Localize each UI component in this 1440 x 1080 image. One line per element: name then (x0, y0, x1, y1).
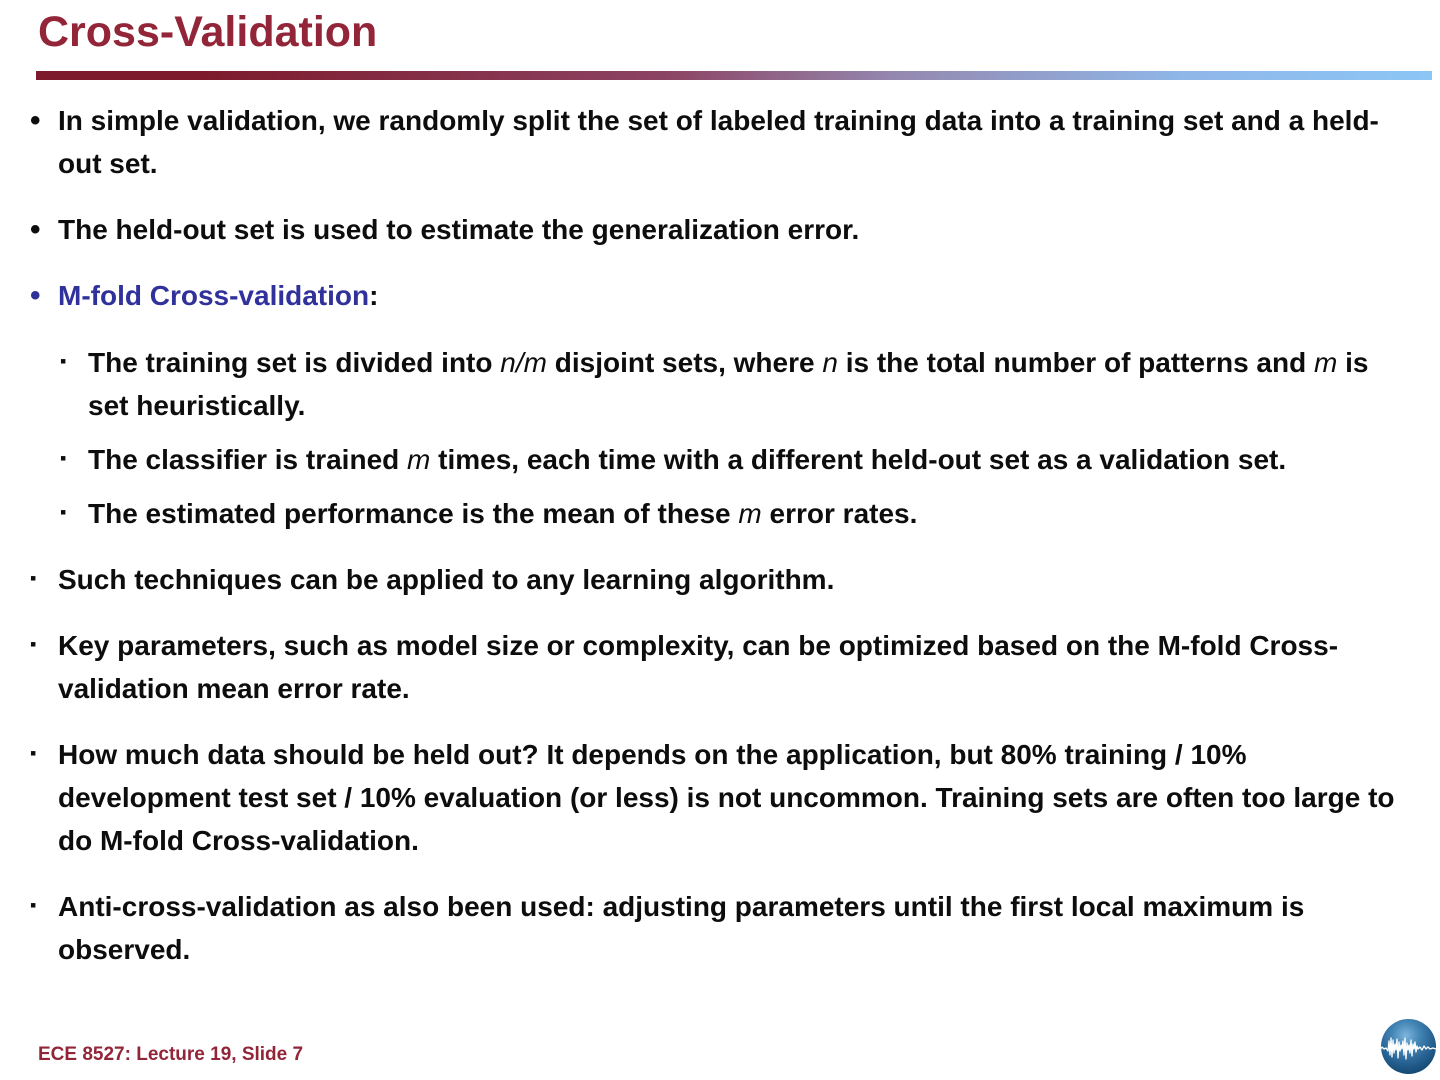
bullet-item (60, 341, 1398, 427)
waveform-icon (1375, 1033, 1440, 1063)
bullet-text: The held-out set is used to estimate the generalization error. (58, 214, 860, 245)
bullet-item (30, 885, 1398, 971)
waveform-globe-logo (1381, 1019, 1436, 1074)
dot-bullet-icon: • (30, 279, 41, 312)
page-title: Cross-Validation (38, 8, 378, 56)
bullet-text: Anti-cross-validation as also been used: adjusting parameters until the first local maximum is observed. (58, 891, 1305, 965)
bullet-item (30, 624, 1398, 710)
title-underline (36, 71, 1432, 80)
bullet-text: The classifier is trained m times, each time with a different held-out set as a validation set. (88, 444, 1287, 475)
square-bullet-icon: ▪ (60, 351, 67, 371)
bullet-text: Such techniques can be applied to any learning algorithm. (58, 564, 835, 595)
bullet-item (60, 492, 1398, 535)
bullet-item (30, 733, 1398, 862)
bullet-text: The estimated performance is the mean of these m error rates. (88, 498, 918, 529)
bullet-item (60, 438, 1398, 481)
bullet-list (30, 99, 1398, 971)
square-bullet-icon: ▪ (30, 743, 37, 763)
footer-text: ECE 8527: Lecture 19, Slide 7 (38, 1044, 304, 1065)
square-bullet-icon: ▪ (60, 448, 67, 468)
bullet-text: In simple validation, we randomly split the set of labeled training data into a training set and a held-out set. (58, 105, 1379, 179)
bullet-item (30, 274, 1398, 317)
bullet-text: How much data should be held out? It depends on the application, but 80% training / 10% development test set / 10% evaluation (or less) is not uncommon. Training sets are often too large to do M-fold Cross-validation. (58, 739, 1395, 856)
square-bullet-icon: ▪ (30, 634, 37, 654)
bullet-text: Key parameters, such as model size or complexity, can be optimized based on the M-fold Cross-validation mean error rate. (58, 630, 1339, 704)
dot-bullet-icon: • (30, 104, 41, 137)
bullet-text: The training set is divided into n/m disjoint sets, where n is the total number of patterns and m is set heuristically. (88, 347, 1369, 421)
square-bullet-icon: ▪ (60, 502, 67, 522)
square-bullet-icon: ▪ (30, 568, 37, 588)
dot-bullet-icon: • (30, 213, 41, 246)
bullet-text: M-fold Cross-validation: (58, 280, 379, 311)
bullet-item (30, 558, 1398, 601)
square-bullet-icon: ▪ (30, 895, 37, 915)
bullet-item (30, 208, 1398, 251)
bullet-item (30, 99, 1398, 185)
